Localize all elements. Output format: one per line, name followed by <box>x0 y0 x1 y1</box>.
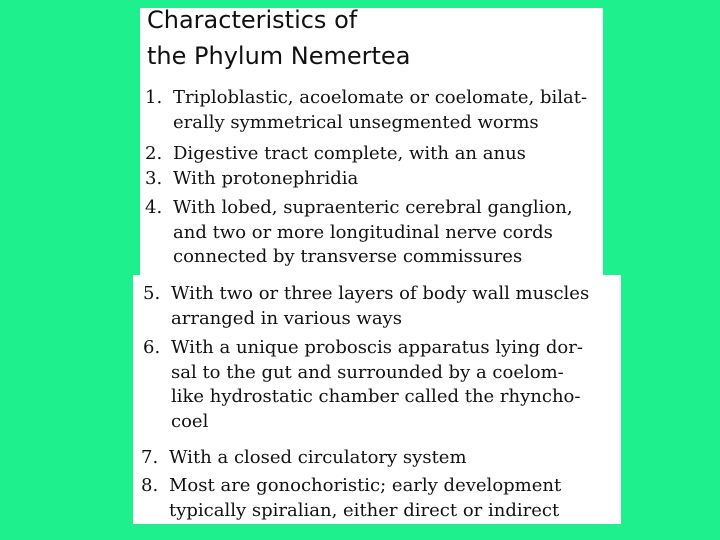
item-text <box>171 336 583 434</box>
item-line: sal to the gut and surrounded by a coelom- <box>171 361 564 383</box>
item-number: 7. <box>141 447 159 468</box>
item-number: 3. <box>145 168 163 189</box>
item-line: Most are gonochoristic; early development <box>169 475 562 496</box>
item-line: coel <box>171 410 209 432</box>
item-line: Digestive tract complete, with an anus <box>173 143 526 164</box>
item-number: 2. <box>145 143 163 164</box>
item-line: With protonephridia <box>173 168 359 189</box>
item-number: 1. <box>145 87 163 108</box>
item-line: arranged in various ways <box>171 307 402 329</box>
item-text <box>173 142 526 167</box>
title-line: Characteristics of <box>147 6 358 34</box>
item-text <box>173 86 587 135</box>
item-line: With a closed circulatory system <box>169 447 467 468</box>
item-line: like hydrostatic chamber called the rhyncho- <box>171 386 581 407</box>
item-text <box>171 282 589 331</box>
item-text <box>169 446 467 471</box>
item-number: 6. <box>143 337 161 358</box>
item-line: With lobed, supraenteric cerebral ganglion, <box>173 197 573 218</box>
item-text <box>169 474 561 523</box>
item-text <box>173 196 573 270</box>
item-number: 4. <box>145 197 163 218</box>
item-number: 5. <box>143 283 161 304</box>
item-number: 8. <box>141 475 159 496</box>
item-line: With a unique proboscis apparatus lying dor- <box>171 337 583 358</box>
item-line: and two or more longitudinal nerve cords <box>173 221 553 243</box>
item-line: Triploblastic, acoelomate or coelomate, bilat- <box>173 87 588 108</box>
item-line: typically spiralian, either direct or indirect <box>169 499 560 521</box>
title-line: the Phylum Nemertea <box>147 42 411 70</box>
item-line: erally symmetrical unsegmented worms <box>173 111 539 133</box>
item-line: With two or three layers of body wall muscles <box>171 283 590 304</box>
item-line: connected by transverse commissures <box>173 246 523 267</box>
page-title <box>147 2 410 74</box>
item-text <box>173 167 358 192</box>
